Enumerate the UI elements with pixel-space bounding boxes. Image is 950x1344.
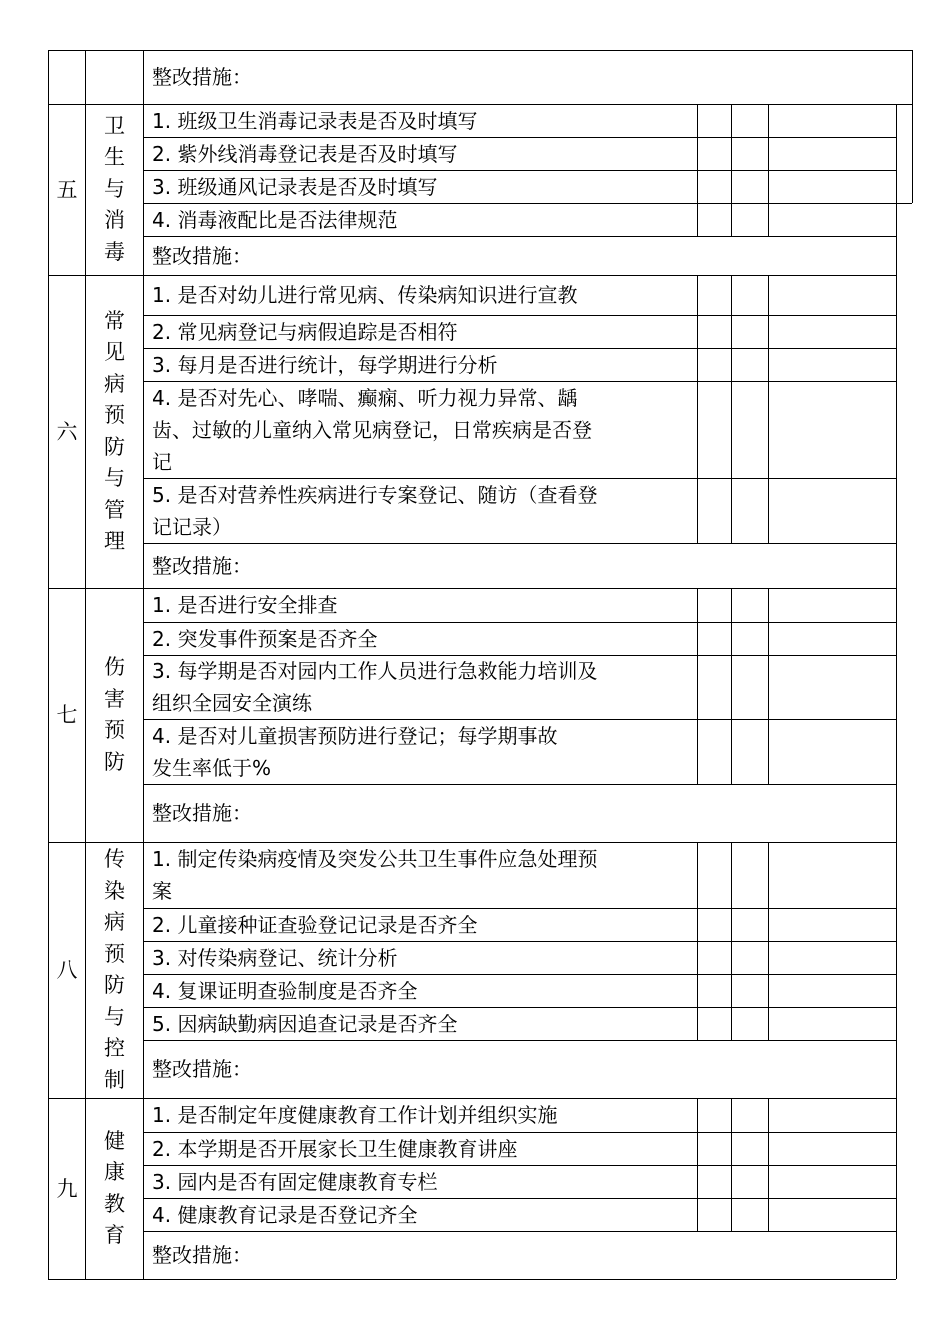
check-item: 2. 紫外线消毒登记表是否及时填写 <box>152 141 458 166</box>
section-category <box>86 844 143 1096</box>
table-rule <box>143 104 144 275</box>
check-cell[interactable] <box>698 942 731 974</box>
table-rule <box>143 842 144 1098</box>
check-cell[interactable] <box>769 1199 896 1231</box>
check-cell[interactable] <box>732 204 768 236</box>
table-rule <box>143 543 896 544</box>
check-cell[interactable] <box>769 349 896 381</box>
check-cell[interactable] <box>732 843 768 908</box>
check-item: 2. 儿童接种证查验登记记录是否齐全 <box>152 912 478 937</box>
check-item: 3. 对传染病登记、统计分析 <box>152 945 398 970</box>
check-item: 3. 班级通风记录表是否及时填写 <box>152 174 438 199</box>
check-cell[interactable] <box>769 975 896 1007</box>
table-rule <box>896 842 897 1098</box>
check-cell[interactable] <box>769 1008 896 1040</box>
check-cell[interactable] <box>732 1199 768 1231</box>
category-char: 教 <box>104 1191 125 1216</box>
category-char: 防 <box>104 749 125 774</box>
check-cell[interactable] <box>769 204 896 236</box>
check-cell[interactable] <box>698 105 731 137</box>
check-cell[interactable] <box>698 316 731 348</box>
table-rule <box>896 104 912 105</box>
check-item: 2. 本学期是否开展家长卫生健康教育讲座 <box>152 1136 518 1161</box>
check-cell[interactable] <box>698 975 731 1007</box>
check-item: 1. 是否制定年度健康教育工作计划并组织实施 <box>152 1103 558 1127</box>
check-cell[interactable] <box>769 479 896 543</box>
check-cell[interactable] <box>769 1099 896 1132</box>
check-cell[interactable] <box>698 909 731 941</box>
check-cell[interactable] <box>769 171 896 203</box>
check-item: 4. 是否对儿童损害预防进行登记；每学期事故 发生率低于% <box>152 723 558 780</box>
table-rule <box>85 50 86 104</box>
category-char: 康 <box>104 1160 125 1184</box>
table-rule <box>143 1231 896 1232</box>
category-char: 管 <box>104 497 125 522</box>
check-cell[interactable] <box>698 843 731 908</box>
check-cell[interactable] <box>732 316 768 348</box>
check-cell[interactable] <box>732 105 768 137</box>
table-rule <box>143 588 144 842</box>
check-cell[interactable] <box>732 942 768 974</box>
check-cell[interactable] <box>769 720 896 784</box>
check-cell[interactable] <box>698 1199 731 1231</box>
category-char: 预 <box>104 403 125 427</box>
table-rule <box>143 236 896 237</box>
category-char: 病 <box>104 910 125 934</box>
category-char: 染 <box>104 878 125 903</box>
check-item: 1. 是否对幼儿进行常见病、传染病知识进行宣教 <box>152 283 578 307</box>
section-number: 六 <box>56 419 78 444</box>
check-cell[interactable] <box>769 942 896 974</box>
check-item: 5. 是否对营养性疾病进行专案登记、随访（查看登 记记录） <box>152 482 598 539</box>
section-category <box>86 652 143 778</box>
table-rule <box>143 50 144 104</box>
check-cell[interactable] <box>769 1166 896 1198</box>
rectify-label: 整改措施： <box>152 1057 252 1081</box>
check-cell[interactable] <box>769 276 896 315</box>
category-char: 伤 <box>104 655 125 679</box>
check-cell[interactable] <box>698 1008 731 1040</box>
check-cell[interactable] <box>698 382 731 478</box>
check-cell[interactable] <box>732 623 768 655</box>
check-cell[interactable] <box>732 975 768 1007</box>
check-cell[interactable] <box>698 171 731 203</box>
check-cell[interactable] <box>769 382 896 478</box>
category-char: 育 <box>104 1223 125 1247</box>
check-cell[interactable] <box>732 909 768 941</box>
check-cell[interactable] <box>698 204 731 236</box>
table-rule <box>48 1279 896 1280</box>
category-char: 健 <box>104 1128 125 1153</box>
check-cell[interactable] <box>769 656 896 719</box>
check-item: 1. 是否进行安全排查 <box>152 593 338 617</box>
check-item: 1. 制定传染病疫情及突发公共卫生事件应急处理预 案 <box>152 847 598 903</box>
check-item: 2. 常见病登记与病假追踪是否相符 <box>152 319 458 344</box>
check-item: 4. 是否对先心、哮喘、癫痫、听力视力异常、龋 齿、过敏的儿童纳入常见病登记，日常疾病是否登 记 <box>152 385 592 474</box>
section-category <box>86 1126 143 1252</box>
section-category <box>86 111 143 269</box>
section-number: 九 <box>56 1176 78 1201</box>
category-char: 见 <box>104 340 125 364</box>
check-cell[interactable] <box>698 1099 731 1132</box>
category-char: 害 <box>104 686 125 711</box>
check-item: 4. 消毒液配比是否法律规范 <box>152 207 398 232</box>
check-cell[interactable] <box>732 720 768 784</box>
check-cell[interactable] <box>769 316 896 348</box>
category-char: 病 <box>104 371 125 396</box>
check-cell[interactable] <box>732 276 768 315</box>
table-rule <box>48 50 912 51</box>
category-char: 生 <box>104 145 125 170</box>
check-cell[interactable] <box>769 1133 896 1165</box>
table-rule <box>48 50 49 104</box>
section-number: 八 <box>56 958 78 982</box>
category-char: 预 <box>104 941 125 966</box>
table-rule <box>896 104 897 275</box>
category-char: 常 <box>104 308 125 333</box>
check-cell[interactable] <box>769 843 896 908</box>
category-char: 与 <box>104 466 125 490</box>
table-rule <box>143 784 896 785</box>
check-item: 3. 每学期是否对园内工作人员进行急救能力培训及 组织全园安全演练 <box>152 659 598 715</box>
check-item: 4. 健康教育记录是否登记齐全 <box>152 1202 418 1227</box>
table-rule <box>143 275 144 588</box>
check-cell[interactable] <box>698 479 731 543</box>
section-category <box>86 306 143 558</box>
check-cell[interactable] <box>732 171 768 203</box>
check-cell[interactable] <box>698 720 731 784</box>
category-char: 防 <box>104 973 125 997</box>
category-char: 传 <box>104 847 125 871</box>
check-cell[interactable] <box>732 589 768 622</box>
check-item: 3. 园内是否有固定健康教育专栏 <box>152 1169 438 1194</box>
check-cell[interactable] <box>769 589 896 622</box>
rectify-label: 整改措施： <box>152 65 252 89</box>
section-number: 七 <box>56 703 78 727</box>
check-cell[interactable] <box>732 1008 768 1040</box>
check-cell[interactable] <box>732 349 768 381</box>
category-char: 控 <box>104 1036 125 1060</box>
check-cell[interactable] <box>698 1166 731 1198</box>
rectify-label: 整改措施： <box>152 1243 252 1267</box>
check-cell[interactable] <box>732 656 768 719</box>
category-char: 制 <box>104 1067 125 1092</box>
check-cell[interactable] <box>769 138 896 170</box>
category-char: 防 <box>104 434 125 459</box>
check-cell[interactable] <box>698 349 731 381</box>
rectify-label: 整改措施： <box>152 243 252 268</box>
check-cell[interactable] <box>698 623 731 655</box>
table-rule <box>896 203 912 204</box>
section-number: 五 <box>56 177 78 202</box>
category-char: 与 <box>104 176 125 201</box>
check-cell[interactable] <box>732 479 768 543</box>
category-char: 预 <box>104 718 125 742</box>
check-item: 2. 突发事件预案是否齐全 <box>152 626 378 651</box>
check-cell[interactable] <box>698 1133 731 1165</box>
table-rule <box>896 275 897 588</box>
check-cell[interactable] <box>698 276 731 315</box>
check-cell[interactable] <box>732 382 768 478</box>
check-cell[interactable] <box>698 589 731 622</box>
check-cell[interactable] <box>698 656 731 719</box>
check-cell[interactable] <box>732 1099 768 1132</box>
rectify-label: 整改措施： <box>152 553 252 578</box>
check-item: 4. 复课证明查验制度是否齐全 <box>152 978 418 1003</box>
check-cell[interactable] <box>732 138 768 170</box>
table-rule <box>143 1040 896 1041</box>
category-char: 卫 <box>104 113 125 138</box>
check-cell[interactable] <box>769 909 896 941</box>
check-cell[interactable] <box>732 1133 768 1165</box>
category-char: 消 <box>104 208 125 233</box>
check-item: 5. 因病缺勤病因追查记录是否齐全 <box>152 1011 458 1036</box>
table-rule <box>896 1098 897 1279</box>
table-rule <box>896 588 897 842</box>
rectify-label: 整改措施： <box>152 801 252 825</box>
check-cell[interactable] <box>769 623 896 655</box>
table-rule <box>912 104 913 203</box>
check-cell[interactable] <box>698 138 731 170</box>
category-char: 毒 <box>104 239 125 264</box>
category-char: 与 <box>104 1004 125 1029</box>
category-char: 理 <box>104 529 125 553</box>
check-item: 3. 每月是否进行统计，每学期进行分析 <box>152 352 498 377</box>
table-rule <box>143 1098 144 1279</box>
table-rule <box>912 50 913 104</box>
check-cell[interactable] <box>769 105 896 137</box>
check-item: 1. 班级卫生消毒记录表是否及时填写 <box>152 108 478 133</box>
check-cell[interactable] <box>732 1166 768 1198</box>
